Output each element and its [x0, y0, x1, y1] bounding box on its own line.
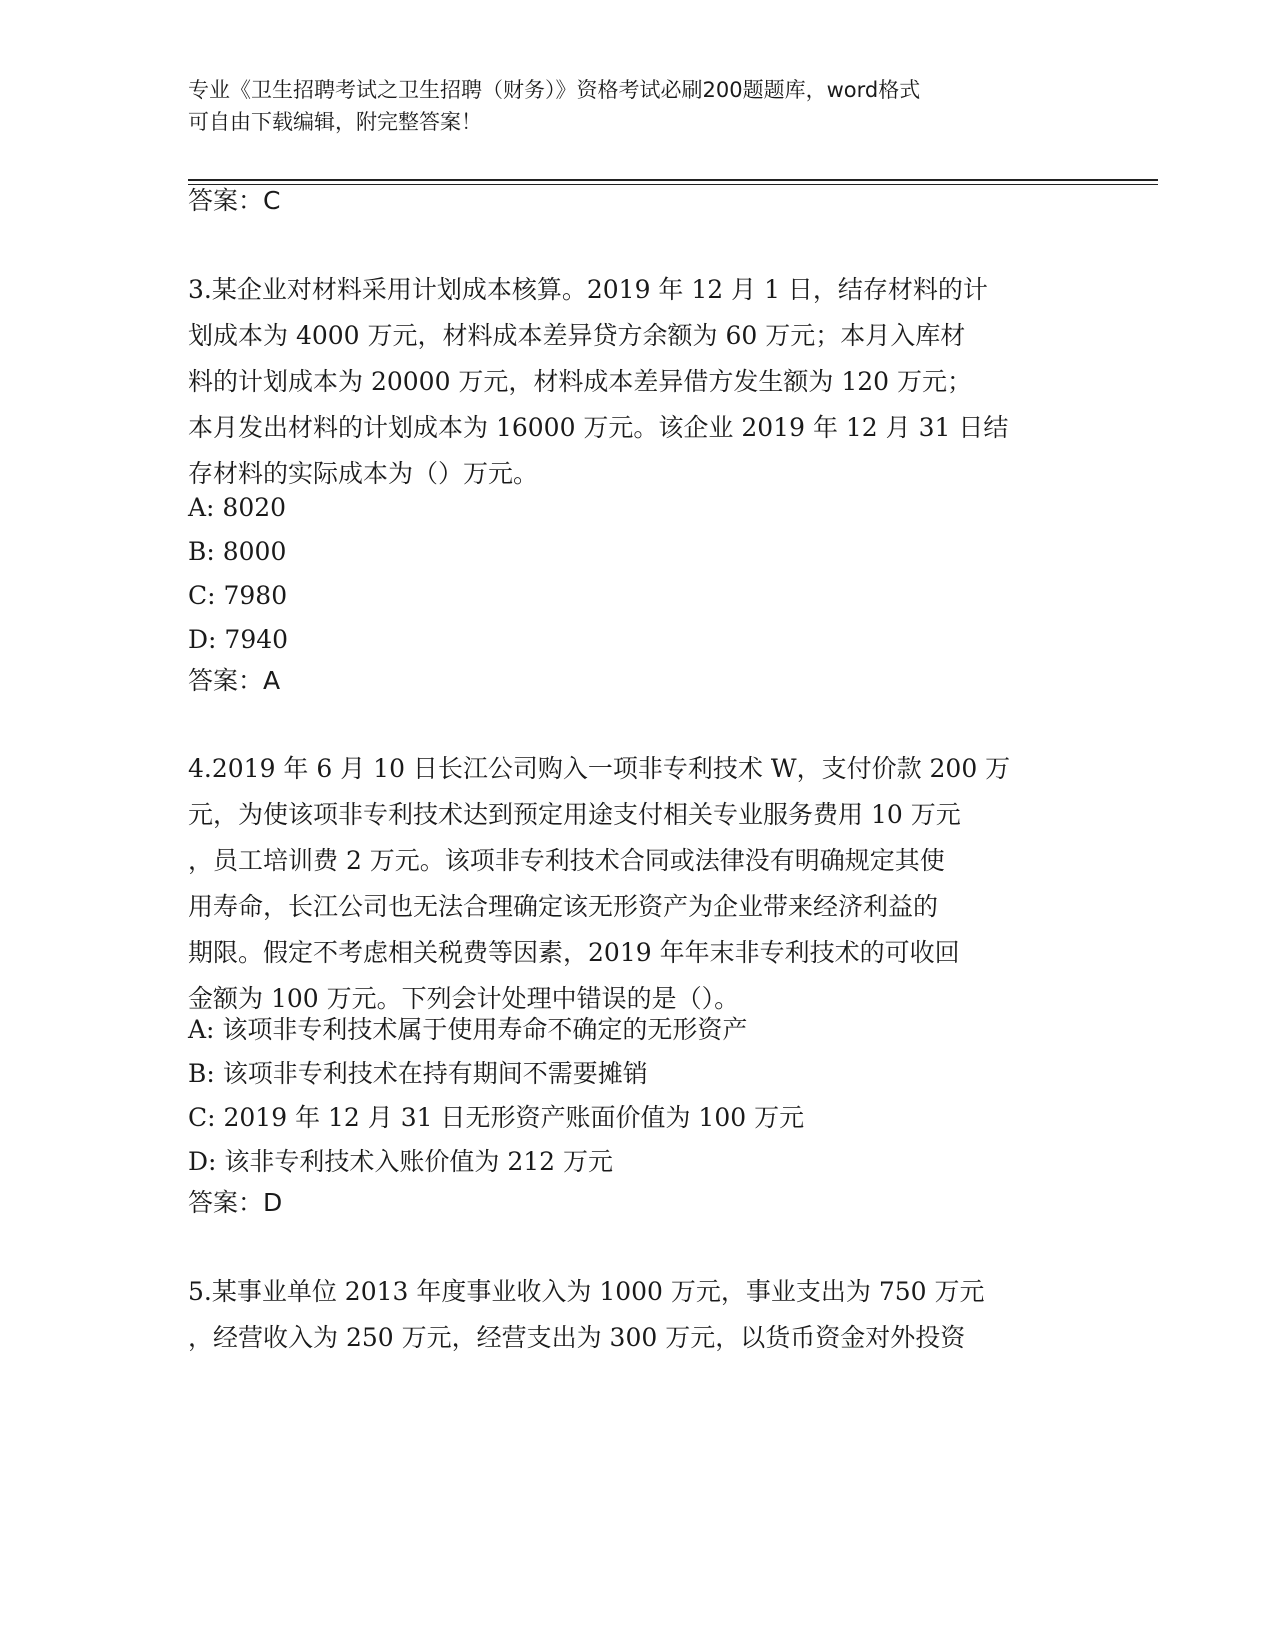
question-3-line: 存材料的实际成本为（）万元。: [188, 459, 539, 488]
question-4-line: 4.2019 年 6 月 10 日长江公司购入一项非专利技术 W，支付价款 200 万: [188, 754, 1011, 783]
question-3-line: 划成本为 4000 万元，材料成本差异贷方余额为 60 万元；本月入库材: [188, 321, 966, 350]
question-4-option-c: C: 2019 年 12 月 31 日无形资产账面价值为 100 万元: [188, 1103, 805, 1132]
question-3-option-d: D: 7940: [188, 625, 289, 654]
question-3-stem: [188, 267, 1088, 497]
header-rule-thin: [188, 184, 1158, 185]
answer-prev: 答案：C: [188, 186, 281, 215]
header-line-2: 可自由下载编辑，附完整答案！: [188, 110, 482, 134]
question-3-option-c: C: 7980: [188, 581, 288, 610]
question-3-line: 料的计划成本为 20000 万元，材料成本差异借方发生额为 120 万元；: [188, 367, 973, 396]
question-4-option-b: B: 该项非专利技术在持有期间不需要摊销: [188, 1059, 648, 1088]
question-5-stem: [188, 1269, 1088, 1361]
question-3-line: 本月发出材料的计划成本为 16000 万元。该企业 2019 年 12 月 31 日结: [188, 413, 1009, 442]
question-3-option-a: A: 8020: [188, 493, 287, 522]
question-4-line: 期限。假定不考虑相关税费等因素，2019 年年末非专利技术的可收回: [188, 938, 960, 967]
question-5-line: 5.某事业单位 2013 年度事业收入为 1000 万元，事业支出为 750 万元: [188, 1277, 985, 1306]
question-4-option-a: A: 该项非专利技术属于使用寿命不确定的无形资产: [188, 1015, 748, 1044]
document-header: [188, 74, 1068, 138]
question-3-option-b: B: 8000: [188, 537, 287, 566]
header-line-1: 专业《卫生招聘考试之卫生招聘（财务）》资格考试必刷200题题库，word格式: [188, 78, 921, 102]
question-4-line: ，员工培训费 2 万元。该项非专利技术合同或法律没有明确规定其使: [188, 846, 945, 875]
answer-q4: 答案：D: [188, 1188, 283, 1217]
answer-q3: 答案：A: [188, 666, 281, 695]
question-4-line: 金额为 100 万元。下列会计处理中错误的是（）。: [188, 984, 740, 1013]
question-4-stem: [188, 746, 1088, 1022]
question-5-line: ，经营收入为 250 万元，经营支出为 300 万元，以货币资金对外投资: [188, 1323, 966, 1352]
question-4-line: 用寿命，长江公司也无法合理确定该无形资产为企业带来经济利益的: [188, 892, 939, 921]
question-3-line: 3.某企业对材料采用计划成本核算。2019 年 12 月 1 日，结存材料的计: [188, 275, 988, 304]
question-4-option-d: D: 该非专利技术入账价值为 212 万元: [188, 1147, 614, 1176]
question-4-line: 元，为使该项非专利技术达到预定用途支付相关专业服务费用 10 万元: [188, 800, 961, 829]
header-rule-thick: [188, 179, 1158, 181]
